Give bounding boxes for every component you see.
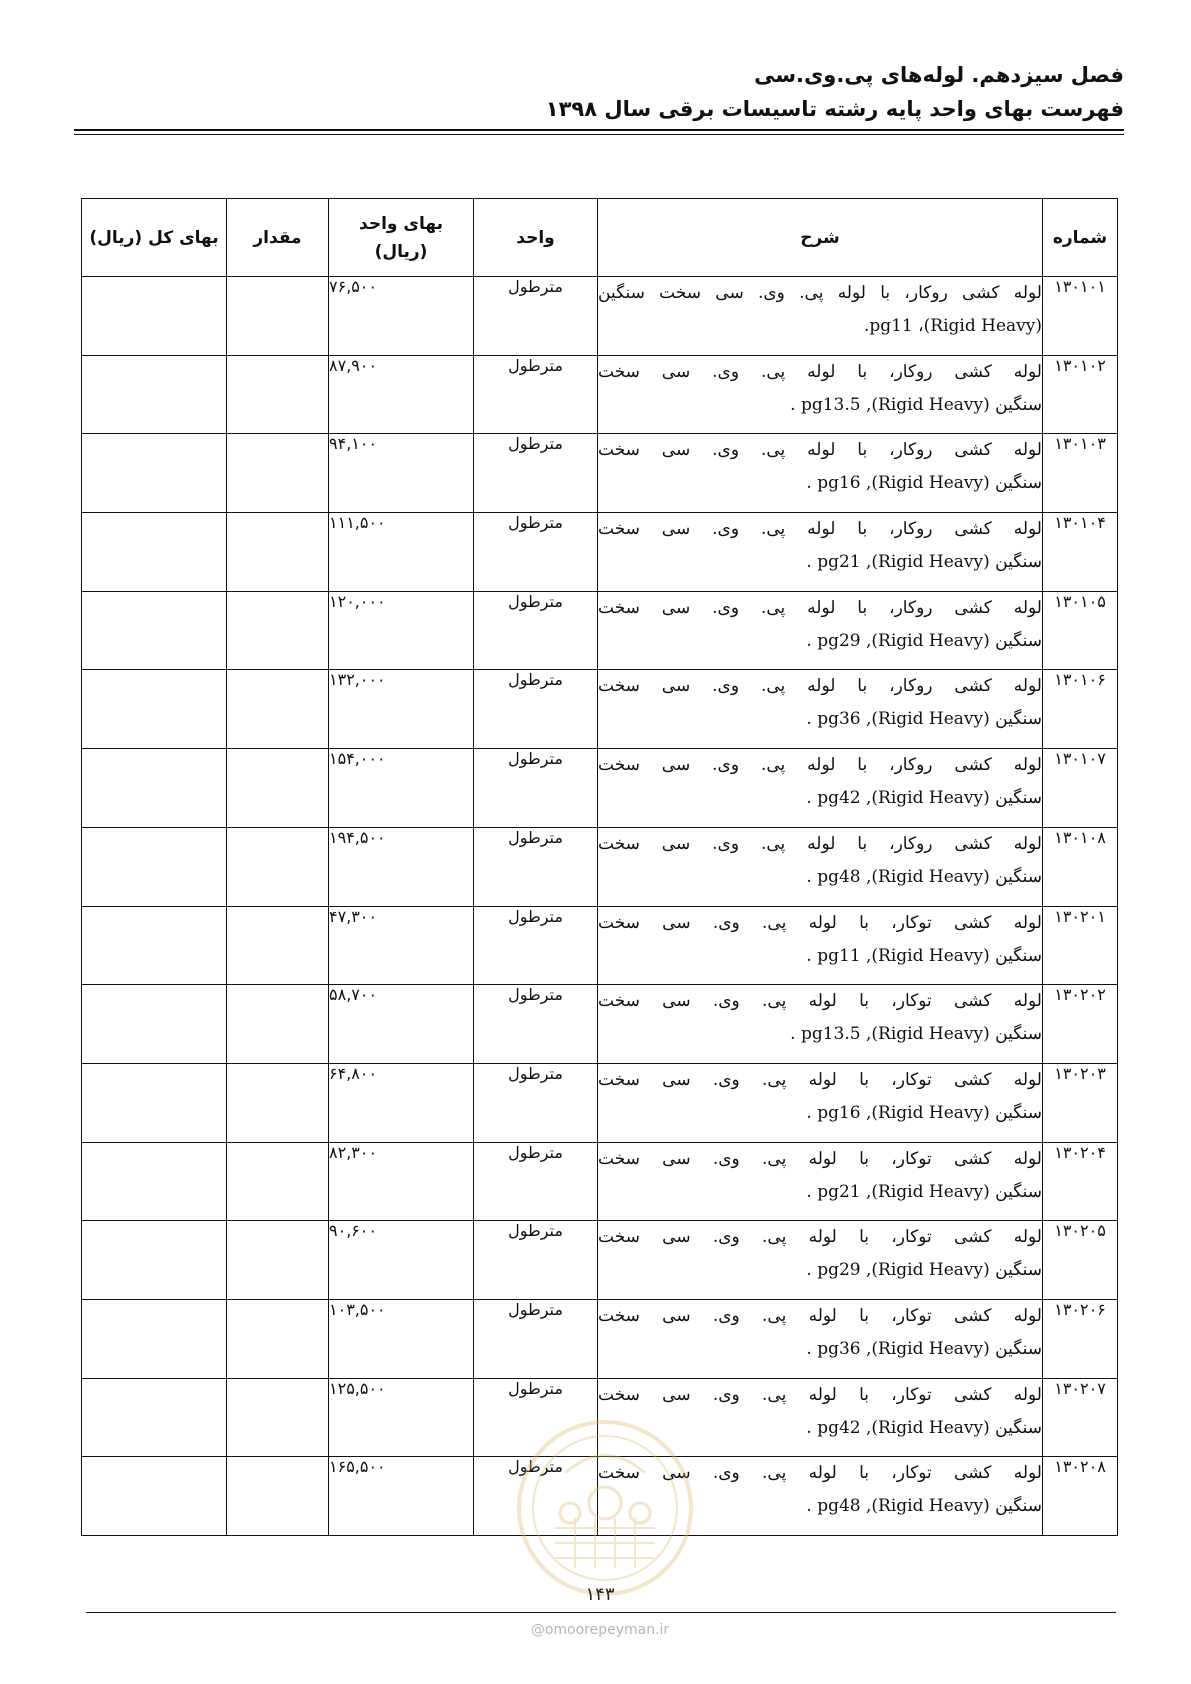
- item-description: [598, 749, 1043, 828]
- item-unit-price: ۱۱۱,۵۰۰: [329, 513, 474, 592]
- col-header-unit: واحد: [474, 199, 598, 277]
- item-description-line1: لوله کشی توکار، با لوله پی. وی. سی سخت: [598, 1069, 1042, 1090]
- item-description-line1: لوله کشی توکار، با لوله پی. وی. سی سخت: [598, 1227, 1042, 1248]
- item-description-line2: سنگین (Rigid Heavy), pg42 .: [806, 788, 1042, 809]
- item-total: [82, 749, 227, 828]
- item-quantity: [227, 827, 329, 906]
- item-description-line1: لوله کشی توکار، با لوله پی. وی. سی سخت: [598, 1305, 1042, 1326]
- site-watermark: @omoorepeyman.ir: [530, 1622, 670, 1638]
- item-quantity: [227, 277, 329, 356]
- item-total: [82, 591, 227, 670]
- table-row: [82, 1063, 1118, 1142]
- item-total: [82, 1378, 227, 1457]
- item-total: [82, 434, 227, 513]
- col-header-unit-price-line2: (ریال): [374, 241, 428, 262]
- table-row: [82, 277, 1118, 356]
- item-description: [598, 355, 1043, 434]
- item-code: ۱۳۰۱۰۸: [1043, 827, 1118, 906]
- item-unit-price: ۱۲۰,۰۰۰: [329, 591, 474, 670]
- chapter-title: فصل سیزدهم. لوله‌های پی.وی.سی: [754, 63, 1124, 87]
- item-description-line2: سنگین (Rigid Heavy), pg21 .: [806, 1181, 1042, 1202]
- price-table: [81, 198, 1118, 1536]
- col-header-unit-price-line1: بهای واحد: [359, 213, 443, 234]
- item-description-line2: سنگین (Rigid Heavy), pg13.5 .: [790, 394, 1042, 415]
- item-code: ۱۳۰۱۰۷: [1043, 749, 1118, 828]
- item-description: [598, 1221, 1043, 1300]
- table-row: [82, 1221, 1118, 1300]
- item-unit: مترطول: [474, 1378, 598, 1457]
- item-total: [82, 985, 227, 1064]
- item-description-line1: لوله کشی توکار، با لوله پی. وی. سی سخت: [598, 991, 1042, 1012]
- item-unit-price: ۱۰۳,۵۰۰: [329, 1299, 474, 1378]
- item-total: [82, 355, 227, 434]
- item-unit: مترطول: [474, 1299, 598, 1378]
- item-code: ۱۳۰۱۰۶: [1043, 670, 1118, 749]
- item-quantity: [227, 513, 329, 592]
- item-total: [82, 1299, 227, 1378]
- item-description-line2: سنگین (Rigid Heavy), pg29 .: [806, 630, 1042, 651]
- item-unit: مترطول: [474, 1063, 598, 1142]
- col-header-total: بهای کل (ریال): [82, 199, 227, 277]
- item-total: [82, 670, 227, 749]
- table-row: [82, 513, 1118, 592]
- table-row: [82, 355, 1118, 434]
- item-quantity: [227, 670, 329, 749]
- table-row: [82, 1142, 1118, 1221]
- item-description: [598, 1063, 1043, 1142]
- item-total: [82, 1142, 227, 1221]
- item-description: [598, 670, 1043, 749]
- item-description: [598, 985, 1043, 1064]
- item-total: [82, 1457, 227, 1536]
- item-description: [598, 1299, 1043, 1378]
- item-code: ۱۳۰۲۰۲: [1043, 985, 1118, 1064]
- table-row: [82, 591, 1118, 670]
- table-row: [82, 749, 1118, 828]
- item-description-line1: لوله کشی روکار، با لوله پی. وی. سی سخت: [598, 519, 1042, 540]
- item-description-line2: سنگین (Rigid Heavy), pg16 .: [806, 473, 1042, 494]
- page-number: ۱۴۳: [585, 1584, 615, 1605]
- item-description-line2: سنگین (Rigid Heavy), pg11 .: [806, 945, 1042, 966]
- item-code: ۱۳۰۲۰۷: [1043, 1378, 1118, 1457]
- item-quantity: [227, 434, 329, 513]
- item-code: ۱۳۰۲۰۳: [1043, 1063, 1118, 1142]
- item-unit-price: ۱۶۵,۵۰۰: [329, 1457, 474, 1536]
- col-header-qty: مقدار: [227, 199, 329, 277]
- item-description-line2: سنگین (Rigid Heavy), pg48 .: [806, 866, 1042, 887]
- item-description-line2: سنگین (Rigid Heavy), pg36 .: [806, 1338, 1042, 1359]
- item-unit-price: ۱۵۴,۰۰۰: [329, 749, 474, 828]
- table-header-row: [82, 199, 1118, 277]
- item-unit: مترطول: [474, 277, 598, 356]
- item-description: [598, 591, 1043, 670]
- item-unit-price: ۸۲,۳۰۰: [329, 1142, 474, 1221]
- item-description-line1: لوله کشی توکار، با لوله پی. وی. سی سخت: [598, 1463, 1042, 1484]
- item-code: ۱۳۰۱۰۴: [1043, 513, 1118, 592]
- item-unit: مترطول: [474, 355, 598, 434]
- item-description-line1: لوله کشی توکار، با لوله پی. وی. سی سخت: [598, 1384, 1042, 1405]
- item-description-line2: سنگین (Rigid Heavy), pg29 .: [806, 1260, 1042, 1281]
- item-unit-price: ۱۳۲,۰۰۰: [329, 670, 474, 749]
- item-quantity: [227, 1063, 329, 1142]
- item-unit: مترطول: [474, 1221, 598, 1300]
- item-code: ۱۳۰۱۰۲: [1043, 355, 1118, 434]
- item-quantity: [227, 591, 329, 670]
- table-row: [82, 1299, 1118, 1378]
- item-unit-price: ۹۴,۱۰۰: [329, 434, 474, 513]
- item-total: [82, 513, 227, 592]
- item-unit: مترطول: [474, 513, 598, 592]
- header-rule-thin: [74, 134, 1124, 135]
- page-header: [74, 58, 1124, 126]
- item-code: ۱۳۰۱۰۳: [1043, 434, 1118, 513]
- col-header-desc: شرح: [598, 199, 1043, 277]
- item-unit: مترطول: [474, 1142, 598, 1221]
- item-unit: مترطول: [474, 670, 598, 749]
- item-description: [598, 906, 1043, 985]
- item-quantity: [227, 1221, 329, 1300]
- item-description-line1: لوله کشی روکار، با لوله پی. وی. سی سخت سنگین: [598, 283, 1042, 303]
- item-description-line1: لوله کشی روکار، با لوله پی. وی. سی سخت: [598, 676, 1042, 697]
- item-unit-price: ۸۷,۹۰۰: [329, 355, 474, 434]
- item-total: [82, 827, 227, 906]
- item-code: ۱۳۰۲۰۵: [1043, 1221, 1118, 1300]
- item-unit-price: ۷۶,۵۰۰: [329, 277, 474, 356]
- item-description-line2: سنگین (Rigid Heavy), pg13.5 .: [790, 1024, 1042, 1045]
- item-unit: مترطول: [474, 749, 598, 828]
- item-description: [598, 1142, 1043, 1221]
- item-description: [598, 434, 1043, 513]
- item-description: [598, 277, 1043, 356]
- item-description-line1: لوله کشی روکار، با لوله پی. وی. سی سخت: [598, 361, 1042, 382]
- item-code: ۱۳۰۱۰۱: [1043, 277, 1118, 356]
- item-unit-price: ۱۹۴,۵۰۰: [329, 827, 474, 906]
- item-total: [82, 1221, 227, 1300]
- document-title: فهرست بهای واحد پایه رشته تاسیسات برقی سال ۱۳۹۸: [545, 97, 1124, 121]
- item-quantity: [227, 1142, 329, 1221]
- table-row: [82, 827, 1118, 906]
- item-description-line1: لوله کشی روکار، با لوله پی. وی. سی سخت: [598, 597, 1042, 618]
- item-total: [82, 906, 227, 985]
- item-description-line2: سنگین (Rigid Heavy), pg16 .: [806, 1102, 1042, 1123]
- item-unit-price: ۱۲۵,۵۰۰: [329, 1378, 474, 1457]
- item-unit: مترطول: [474, 985, 598, 1064]
- item-quantity: [227, 1378, 329, 1457]
- seal-logo-icon: [515, 1418, 695, 1598]
- item-unit-price: ۶۴,۸۰۰: [329, 1063, 474, 1142]
- item-unit: مترطول: [474, 906, 598, 985]
- item-unit: مترطول: [474, 827, 598, 906]
- item-quantity: [227, 1299, 329, 1378]
- table-row: [82, 985, 1118, 1064]
- item-code: ۱۳۰۱۰۵: [1043, 591, 1118, 670]
- col-header-unit-price: [329, 199, 474, 277]
- item-description-line2: سنگین (Rigid Heavy), pg21 .: [806, 552, 1042, 573]
- item-code: ۱۳۰۲۰۱: [1043, 906, 1118, 985]
- header-rule-thick: [74, 129, 1124, 131]
- item-description-line2: سنگین (Rigid Heavy), pg48 .: [806, 1496, 1042, 1517]
- table-row: [82, 670, 1118, 749]
- item-description-line2: سنگین (Rigid Heavy), pg42 .: [806, 1417, 1042, 1438]
- footer-rule: [86, 1612, 1116, 1613]
- item-unit-price: ۴۷,۳۰۰: [329, 906, 474, 985]
- col-header-code: شماره: [1043, 199, 1118, 277]
- item-description: [598, 827, 1043, 906]
- item-unit: مترطول: [474, 434, 598, 513]
- item-description-line1: لوله کشی روکار، با لوله پی. وی. سی سخت: [598, 833, 1042, 854]
- item-description-line1: لوله کشی توکار، با لوله پی. وی. سی سخت: [598, 1148, 1042, 1169]
- table-row: [82, 906, 1118, 985]
- item-unit-price: ۵۸,۷۰۰: [329, 985, 474, 1064]
- item-description-line2: (Rigid Heavy)، pg11.: [863, 316, 1042, 336]
- item-code: ۱۳۰۲۰۴: [1043, 1142, 1118, 1221]
- item-quantity: [227, 906, 329, 985]
- item-description-line1: لوله کشی توکار، با لوله پی. وی. سی سخت: [598, 912, 1042, 933]
- item-quantity: [227, 355, 329, 434]
- item-description: [598, 513, 1043, 592]
- item-description-line1: لوله کشی روکار، با لوله پی. وی. سی سخت: [598, 755, 1042, 776]
- item-code: ۱۳۰۲۰۸: [1043, 1457, 1118, 1536]
- item-code: ۱۳۰۲۰۶: [1043, 1299, 1118, 1378]
- item-unit: مترطول: [474, 1457, 598, 1536]
- item-quantity: [227, 749, 329, 828]
- item-description-line2: سنگین (Rigid Heavy), pg36 .: [806, 709, 1042, 730]
- item-unit-price: ۹۰,۶۰۰: [329, 1221, 474, 1300]
- item-unit: مترطول: [474, 591, 598, 670]
- item-quantity: [227, 985, 329, 1064]
- item-total: [82, 1063, 227, 1142]
- item-description-line1: لوله کشی روکار، با لوله پی. وی. سی سخت: [598, 440, 1042, 461]
- item-total: [82, 277, 227, 356]
- item-quantity: [227, 1457, 329, 1536]
- table-row: [82, 434, 1118, 513]
